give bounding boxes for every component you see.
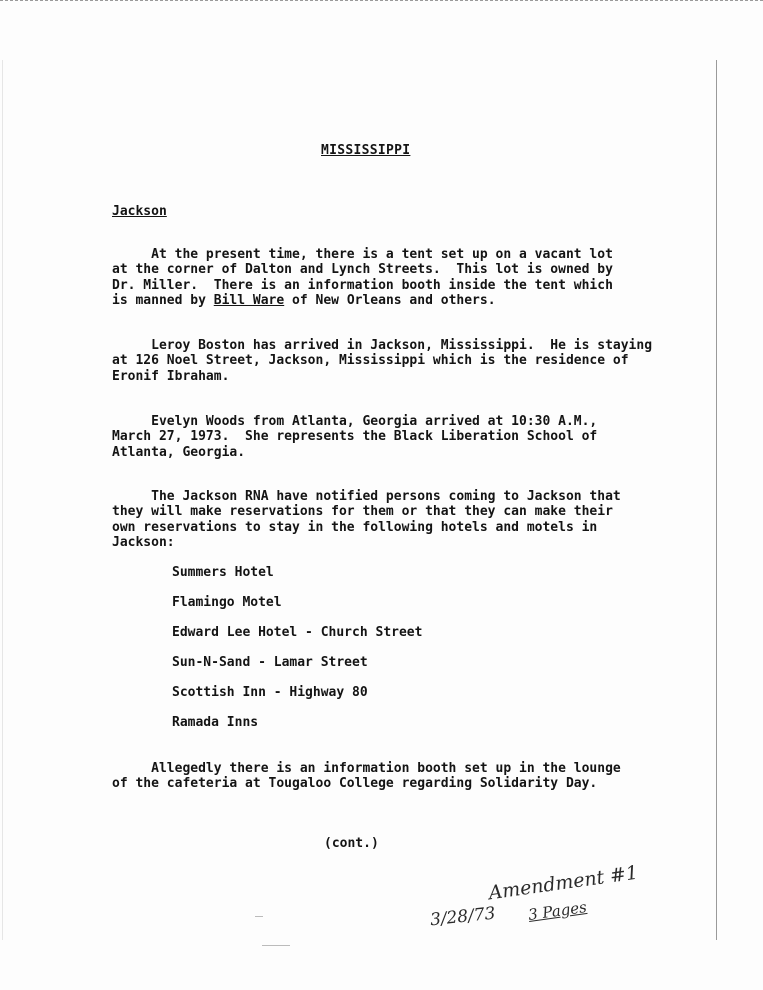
paragraph-line [112,293,652,308]
hotel-item: Flamingo Motel [172,595,282,610]
paragraph-line: at 126 Noel Street, Jackson, Mississippi which is the residence of [112,353,629,369]
paragraph-line: Eronif Ibraham. [112,368,230,384]
handwritten-amendment: Amendment #1 [487,861,640,905]
paragraph-tent [112,247,652,308]
underlined-name: Bill Ware [213,292,285,308]
paragraph-line: Jackson: [112,534,175,550]
paragraph-line: Dr. Miller. There is an information booth inside the tent which [112,277,613,293]
continued-marker: (cont.) [324,836,379,851]
scan-right-edge [716,60,717,940]
paragraph-line: own reservations to stay in the following hotels and motels in [112,519,598,535]
paragraph-line: of the cafeteria at Tougaloo College regarding Solidarity Day. [112,776,598,792]
paragraph-woods [112,414,652,460]
hotel-item: Sun-N-Sand - Lamar Street [172,655,368,670]
paragraph-boston [112,338,652,384]
page-title: MISSISSIPPI [321,143,411,158]
paragraph-reservations [112,489,652,550]
paragraph-tougaloo [112,761,652,792]
paragraph-line: March 27, 1973. She represents the Black Liberation School of [112,429,598,445]
hotel-item: Edward Lee Hotel - Church Street [172,625,423,640]
hotel-item: Scottish Inn - Highway 80 [172,685,368,700]
line-text: is manned by [112,292,214,308]
paragraph-line: at the corner of Dalton and Lynch Streets. This lot is owned by [112,262,613,278]
paragraph-line: The Jackson RNA have notified persons coming to Jackson that [112,489,621,504]
hotel-item: Ramada Inns [172,715,259,730]
paragraph-line: Allegedly there is an information booth set up in the lounge [112,761,621,776]
paragraph-line: they will make reservations for them or that they can make their [112,504,613,520]
scan-speck [255,916,263,917]
line-text: of New Orleans and others. [284,292,496,308]
hotel-item: Summers Hotel [172,565,274,580]
paragraph-line: Atlanta, Georgia. [112,444,246,460]
handwritten-date: 3/28/73 [429,903,497,931]
scan-left-edge [2,60,3,940]
scan-speck [262,945,290,946]
paragraph-line: Leroy Boston has arrived in Jackson, Mississippi. He is staying [112,338,653,353]
handwritten-pages: 3 Pages [527,897,588,925]
scan-top-edge [0,0,763,4]
paragraph-line: At the present time, there is a tent set up on a vacant lot [112,247,613,262]
paragraph-line: Evelyn Woods from Atlanta, Georgia arrived at 10:30 A.M., [112,414,598,429]
city-heading: Jackson [112,204,167,219]
